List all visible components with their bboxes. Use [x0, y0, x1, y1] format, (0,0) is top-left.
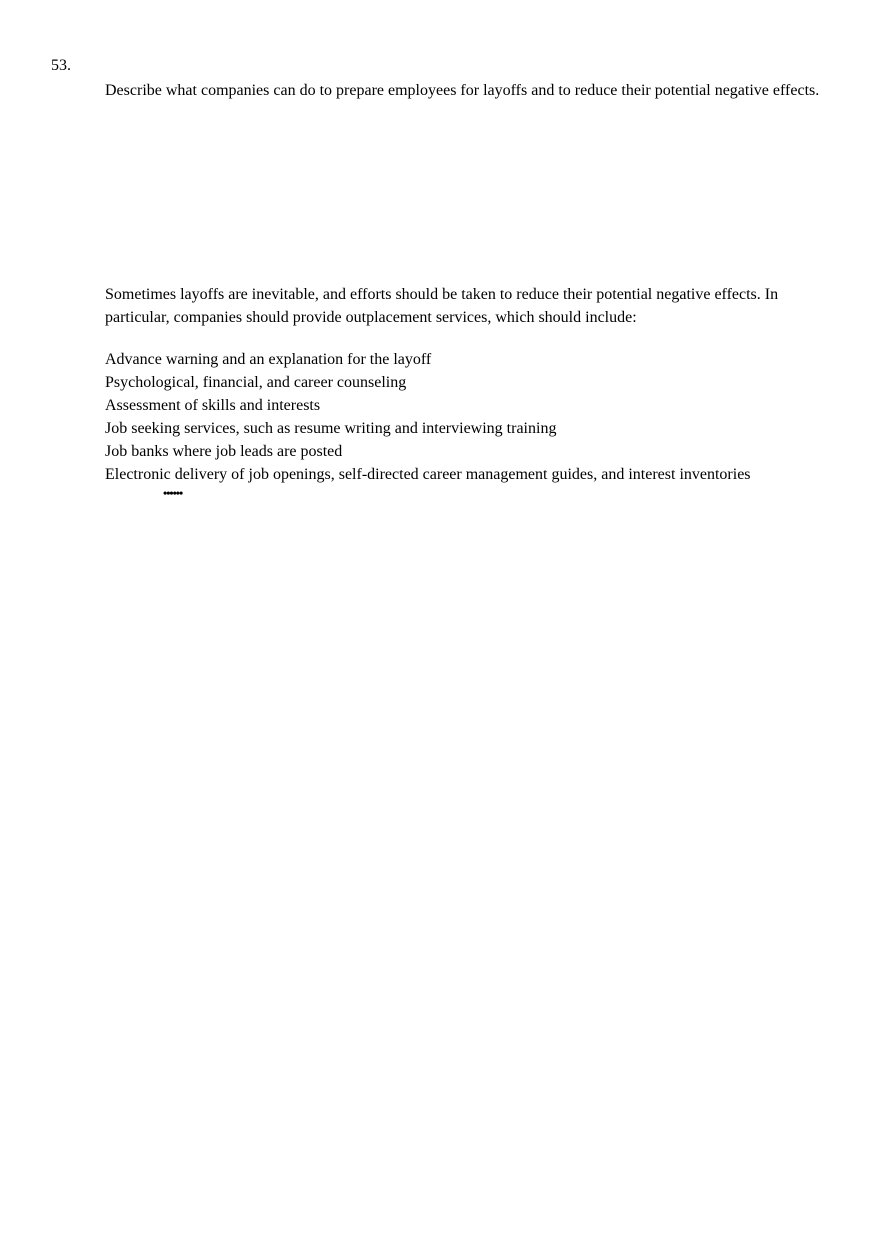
question-text: Describe what companies can do to prepare employees for layoffs and to reduce their potential negative effects.	[105, 82, 820, 99]
list-item: Electronic delivery of job openings, self-directed career management guides, and interest inventories	[105, 466, 751, 483]
dots-separator: ••••••	[163, 486, 183, 500]
list-item: Job banks where job leads are posted	[105, 443, 343, 460]
question-number: 53.	[51, 57, 71, 74]
list-item: Job seeking services, such as resume writing and interviewing training	[105, 420, 557, 437]
list-item: Assessment of skills and interests	[105, 397, 321, 414]
answer-intro: Sometimes layoffs are inevitable, and efforts should be taken to reduce their potential negative effects. In particular, companies should provide outplacement services, which should include:	[105, 286, 779, 326]
list-item: Advance warning and an explanation for the layoff	[105, 351, 432, 368]
list-item: Psychological, financial, and career counseling	[105, 374, 407, 391]
services-list	[105, 348, 751, 486]
